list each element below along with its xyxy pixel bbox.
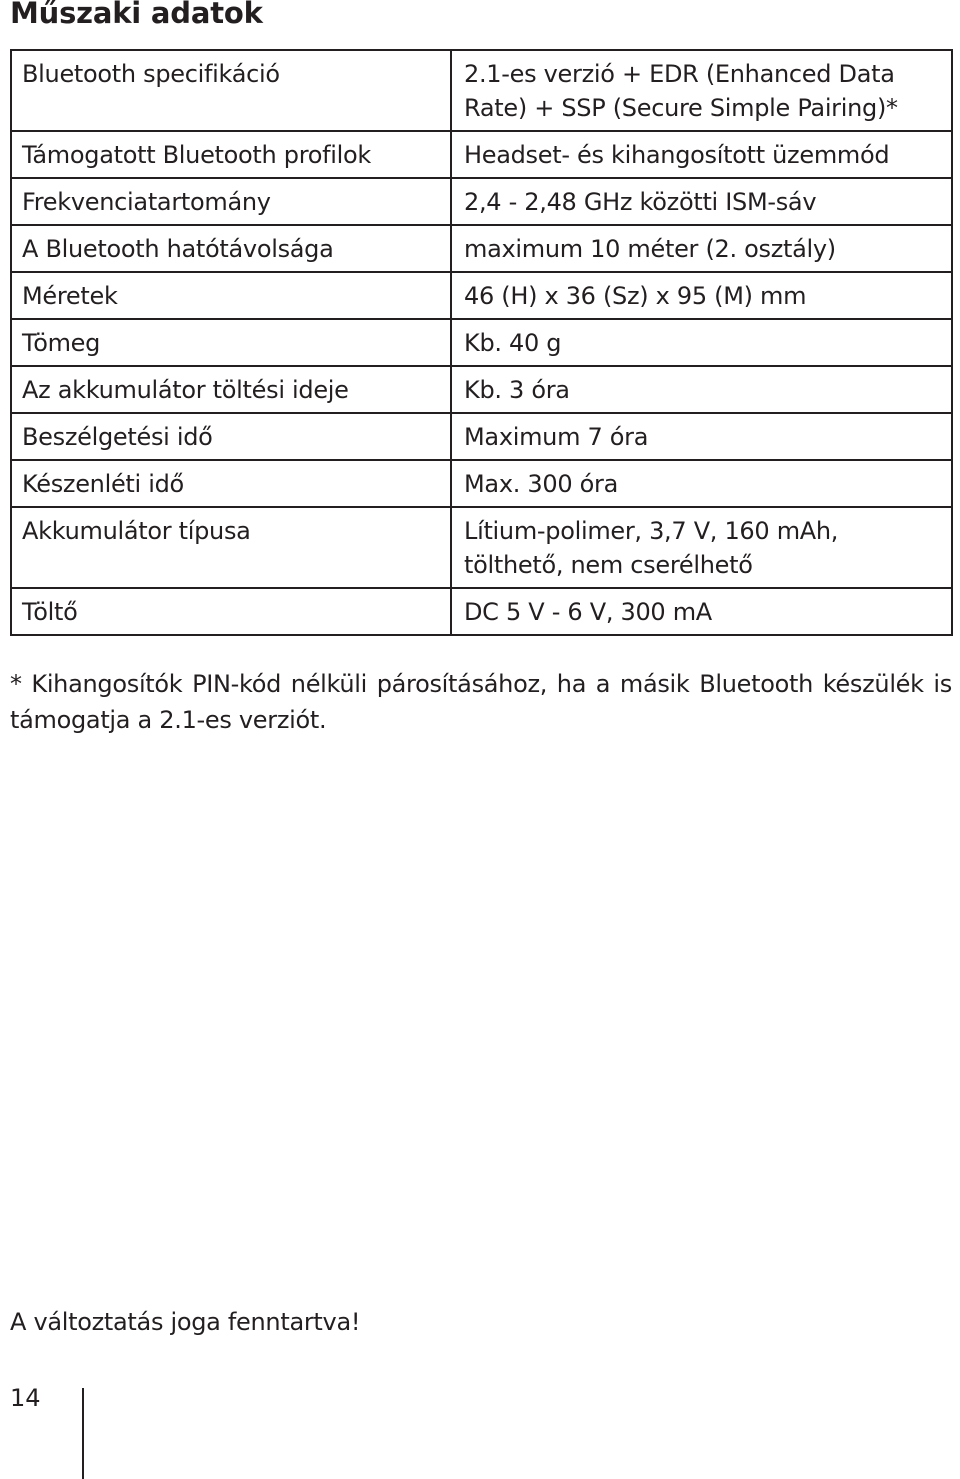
spec-table <box>10 49 953 636</box>
spec-value: Kb. 40 g <box>451 319 952 366</box>
spec-value: Max. 300 óra <box>451 460 952 507</box>
spec-row-talk-time <box>11 413 952 460</box>
spec-label: Bluetooth specifikáció <box>11 50 451 131</box>
spec-value: 2.1-es verzió + EDR (Enhanced Data Rate) + SSP (Secure Simple Pairing)* <box>451 50 952 131</box>
spec-label: Beszélgetési idő <box>11 413 451 460</box>
spec-value: DC 5 V - 6 V, 300 mA <box>451 588 952 635</box>
spec-value: Headset- és kihangosított üzemmód <box>451 131 952 178</box>
spec-row-bluetooth-specification <box>11 50 952 131</box>
rights-reserved-note: A változtatás joga fenntartva! <box>10 1308 361 1336</box>
spec-label: Az akkumulátor töltési ideje <box>11 366 451 413</box>
spec-value: Maximum 7 óra <box>451 413 952 460</box>
spec-row-bluetooth-profiles <box>11 131 952 178</box>
spec-row-dimensions <box>11 272 952 319</box>
spec-row-battery-type <box>11 507 952 588</box>
footnote: * Kihangosítók PIN-kód nélküli párosításához, ha a másik Bluetooth készülék is támogatja a 2.1-es verziót. <box>10 670 952 734</box>
spec-value: Kb. 3 óra <box>451 366 952 413</box>
spec-row-frequency-range <box>11 178 952 225</box>
spec-value: 46 (H) x 36 (Sz) x 95 (M) mm <box>451 272 952 319</box>
spec-row-bluetooth-range <box>11 225 952 272</box>
spec-row-charger <box>11 588 952 635</box>
spec-label: Készenléti idő <box>11 460 451 507</box>
page-number: 14 <box>10 1384 41 1412</box>
spec-row-standby-time <box>11 460 952 507</box>
spec-value: maximum 10 méter (2. osztály) <box>451 225 952 272</box>
spec-label: Frekvenciatartomány <box>11 178 451 225</box>
spec-label: Támogatott Bluetooth profilok <box>11 131 451 178</box>
spec-row-weight <box>11 319 952 366</box>
spec-label: Méretek <box>11 272 451 319</box>
spec-row-charging-time <box>11 366 952 413</box>
spec-label: Töltő <box>11 588 451 635</box>
spec-value: Lítium-polimer, 3,7 V, 160 mAh, tölthető, nem cserélhető <box>451 507 952 588</box>
spec-label: Tömeg <box>11 319 451 366</box>
page-divider <box>82 1388 84 1479</box>
page-title: Műszaki adatok <box>10 0 263 30</box>
spec-label: A Bluetooth hatótávolsága <box>11 225 451 272</box>
spec-value: 2,4 - 2,48 GHz közötti ISM-sáv <box>451 178 952 225</box>
spec-label: Akkumulátor típusa <box>11 507 451 588</box>
